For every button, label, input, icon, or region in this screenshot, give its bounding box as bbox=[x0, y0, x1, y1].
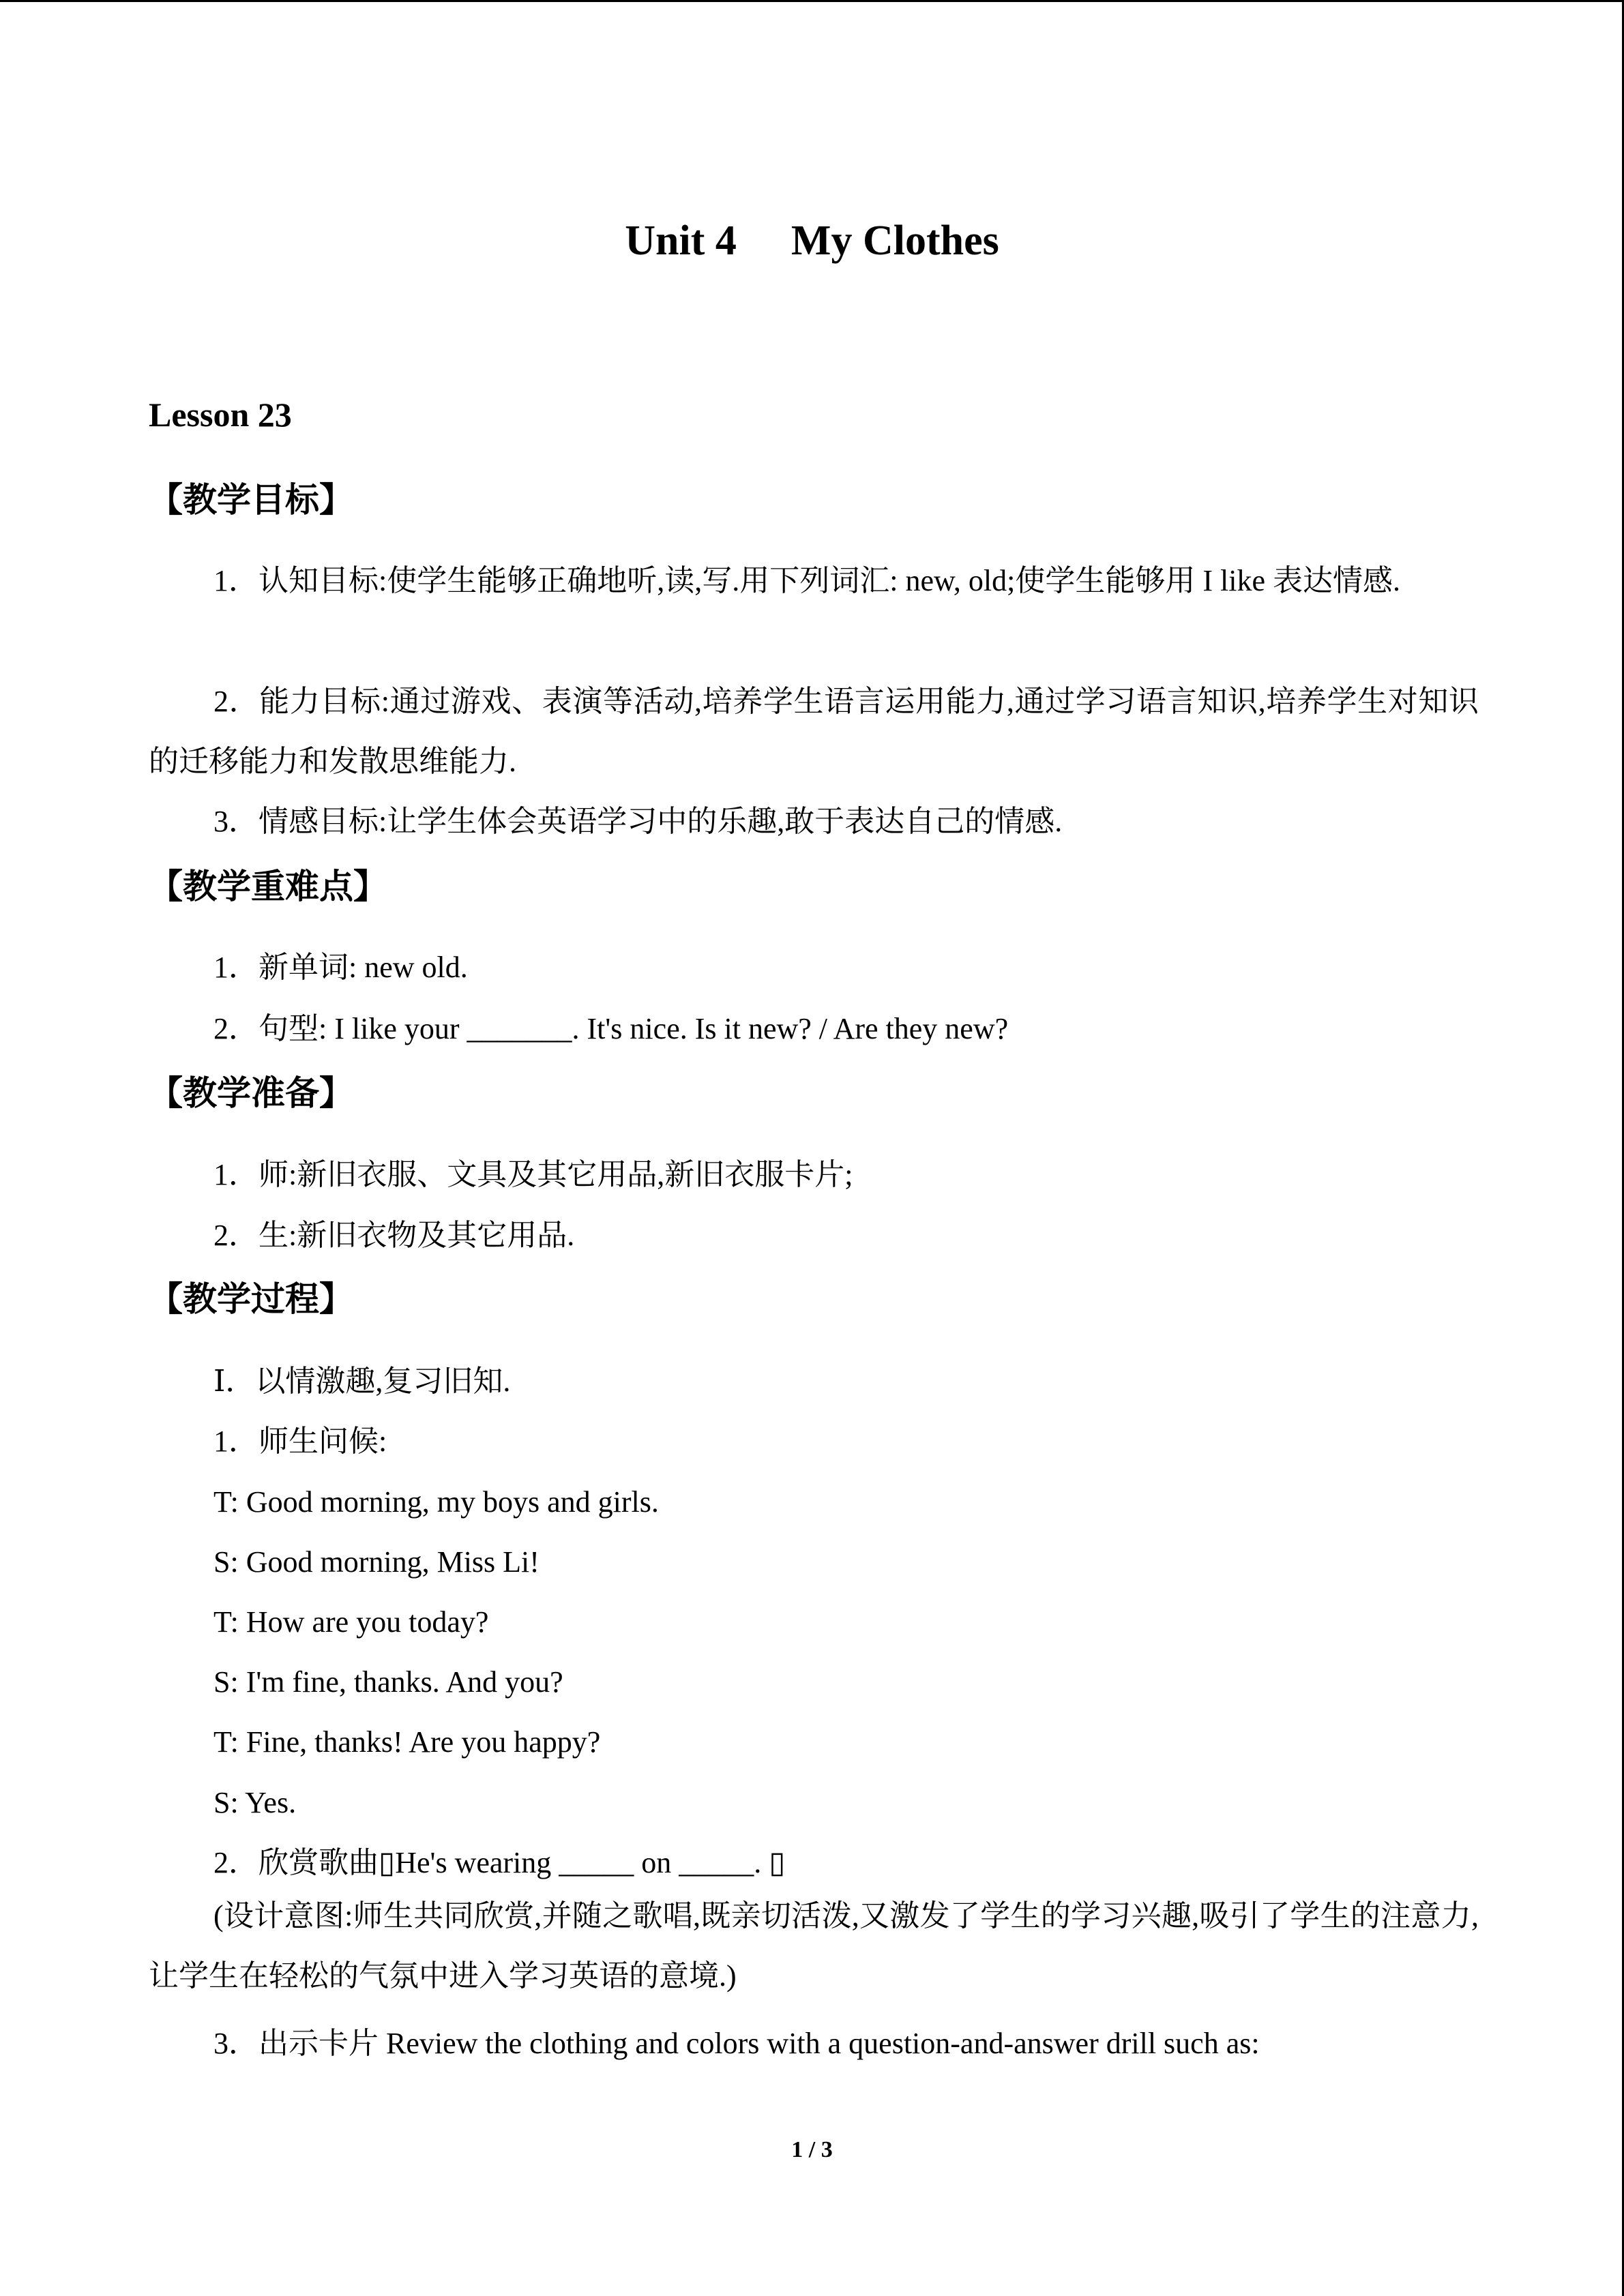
page-title bbox=[0, 210, 1624, 271]
preparation-item-1: 1．师:新旧衣服、文具及其它用品,新旧衣服卡片; bbox=[213, 1158, 853, 1191]
process-item-cards: 3．出示卡片 Review the clothing and colors with a question-and-answer drill such as: bbox=[213, 2027, 1260, 2060]
key-point-item-2: 2．句型: I like your _______. It's nice. Is it new? / Are they new? bbox=[213, 1012, 1009, 1045]
page-top-border bbox=[0, 0, 1624, 2]
dialogue-line: T: Good morning, my boys and girls. bbox=[213, 1485, 659, 1519]
key-point-item-1: 1．新单词: new old. bbox=[213, 951, 468, 984]
dialogue-line: S: Good morning, Miss Li! bbox=[213, 1545, 540, 1579]
section-heading-key-points: 【教学重难点】 bbox=[149, 867, 387, 906]
dialogue-line: T: Fine, thanks! Are you happy? bbox=[213, 1725, 601, 1759]
goal-item-3: 3．情感目标:让学生体会英语学习中的乐趣,敢于表达自己的情感. bbox=[213, 805, 1063, 838]
section-heading-goals: 【教学目标】 bbox=[149, 480, 353, 520]
unit-label: Unit 4 bbox=[625, 218, 737, 264]
unit-name: My Clothes bbox=[791, 218, 999, 264]
goal-item-1: 1．认知目标:使学生能够正确地听,读,写.用下列词汇: new, old;使学生能够用 I like 表达情感. bbox=[213, 564, 1400, 597]
lesson-heading: Lesson 23 bbox=[149, 396, 292, 434]
dialogue-line: S: I'm fine, thanks. And you? bbox=[213, 1665, 563, 1699]
goal-item-2: 2．能力目标:通过游戏、表演等活动,培养学生语言运用能力,通过学习语言知识,培养学生对知识的迁移能力和发散思维能力. bbox=[149, 685, 1479, 778]
section-heading-preparation: 【教学准备】 bbox=[149, 1073, 353, 1113]
preparation-item-2: 2．生:新旧衣物及其它用品. bbox=[213, 1219, 575, 1252]
process-item-greeting: 1．师生问候: bbox=[213, 1425, 387, 1458]
process-item-song: 2．欣赏歌曲▯He's wearing _____ on _____. ▯ bbox=[213, 1846, 786, 1879]
dialogue-line: S: Yes. bbox=[213, 1786, 297, 1819]
section-heading-process: 【教学过程】 bbox=[149, 1279, 353, 1319]
page-number: 1 / 3 bbox=[791, 2137, 833, 2162]
dialogue-line: T: How are you today? bbox=[213, 1605, 489, 1639]
process-step-I: Ⅰ．以情激趣,复习旧知. bbox=[213, 1365, 511, 1398]
design-intent-note: (设计意图:师生共同欣赏,并随之歌唱,既亲切活泼,又激发了学生的学习兴趣,吸引了学生的注意力,让学生在轻松的气氛中进入学习英语的意境.) bbox=[149, 1899, 1479, 1993]
